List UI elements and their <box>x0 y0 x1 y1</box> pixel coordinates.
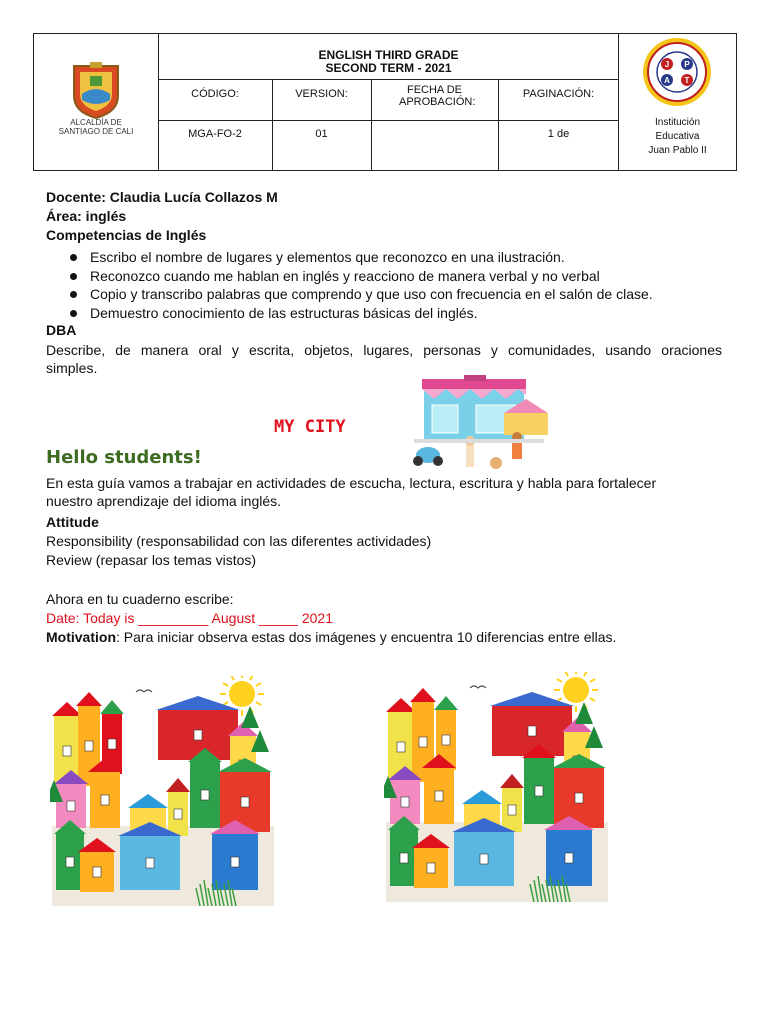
hello-students-heading: Hello students! <box>46 447 202 468</box>
competencias-list <box>68 248 653 322</box>
list-item: Demuestro conocimiento de las estructuras básicas del inglés. <box>68 304 653 323</box>
motivation-label: Motivation <box>46 629 116 645</box>
codigo-label: CÓDIGO: <box>191 88 239 100</box>
version-value: 01 <box>315 128 328 140</box>
right-logo-cell <box>618 34 736 170</box>
left-logo-caption: ALCALDÍA DE SANTIAGO DE CALI <box>58 118 134 136</box>
area-line: Área: inglés <box>46 208 127 224</box>
fecha-aprobacion-label: FECHA DE APROBACIÓN: <box>399 84 476 108</box>
institution-seal-icon <box>619 34 736 114</box>
motivation-line <box>46 628 616 646</box>
city-picture-left <box>50 676 276 908</box>
list-item: Copio y transcribo palabras que comprendo y que uso con frecuencia en el salón de clase. <box>68 285 653 304</box>
competencias-heading: Competencias de Inglés <box>46 227 207 243</box>
svg-text:A: A <box>664 76 670 85</box>
cuaderno-instruction: Ahora en tu cuaderno escribe: <box>46 591 234 607</box>
attitude-item-responsibility: Responsibility (responsabilidad con las diferentes actividades) <box>46 533 432 549</box>
dba-heading: DBA <box>46 322 77 338</box>
list-item: Escribo el nombre de lugares y elementos que reconozco en una ilustración. <box>68 248 653 267</box>
my-city-title: MY CITY <box>274 417 346 437</box>
date-line: Date: Today is _________ August _____ 2021 <box>46 610 333 626</box>
attitude-item-review: Review (repasar los temas vistos) <box>46 552 257 568</box>
alcaldia-coat-of-arms-icon <box>34 34 158 170</box>
svg-text:J: J <box>664 60 670 69</box>
block-city-image-right <box>384 672 610 904</box>
list-item: Reconozco cuando me hablan en inglés y reacciono de manera verbal y no verbal <box>68 267 653 286</box>
dba-text: Describe, de manera oral y escrita, objetos, lugares, personas y comunidades, usando oraciones simples. <box>46 342 722 376</box>
intro-paragraph: En esta guía vamos a trabajar en actividades de escucha, lectura, escritura y habla para fortalecer nuestro aprendizaje del idioma inglés. <box>46 475 657 509</box>
codigo-value: MGA-FO-2 <box>188 128 242 140</box>
attitude-heading: Attitude <box>46 514 99 530</box>
motivation-text: : Para iniciar observa estas dos imágenes y encuentra 10 diferencias entre ellas. <box>116 629 617 645</box>
paginacion-value: 1 de <box>547 128 570 140</box>
city-picture-right <box>384 672 610 904</box>
toy-cafe-illustration <box>404 373 554 475</box>
header-center <box>158 34 619 170</box>
paginacion-label: PAGINACIÓN: <box>522 88 595 100</box>
header-title: ENGLISH THIRD GRADE SECOND TERM - 2021 <box>158 34 619 80</box>
svg-text:P: P <box>684 60 690 69</box>
version-label: VERSION: <box>295 88 348 100</box>
docente-line: Docente: Claudia Lucía Collazos M <box>46 189 278 205</box>
document-header-table <box>33 33 737 171</box>
left-logo-cell <box>34 34 159 170</box>
svg-text:T: T <box>684 76 690 85</box>
block-city-image-left <box>50 676 276 908</box>
institution-name: Institución Educativa Juan Pablo II <box>648 117 707 156</box>
